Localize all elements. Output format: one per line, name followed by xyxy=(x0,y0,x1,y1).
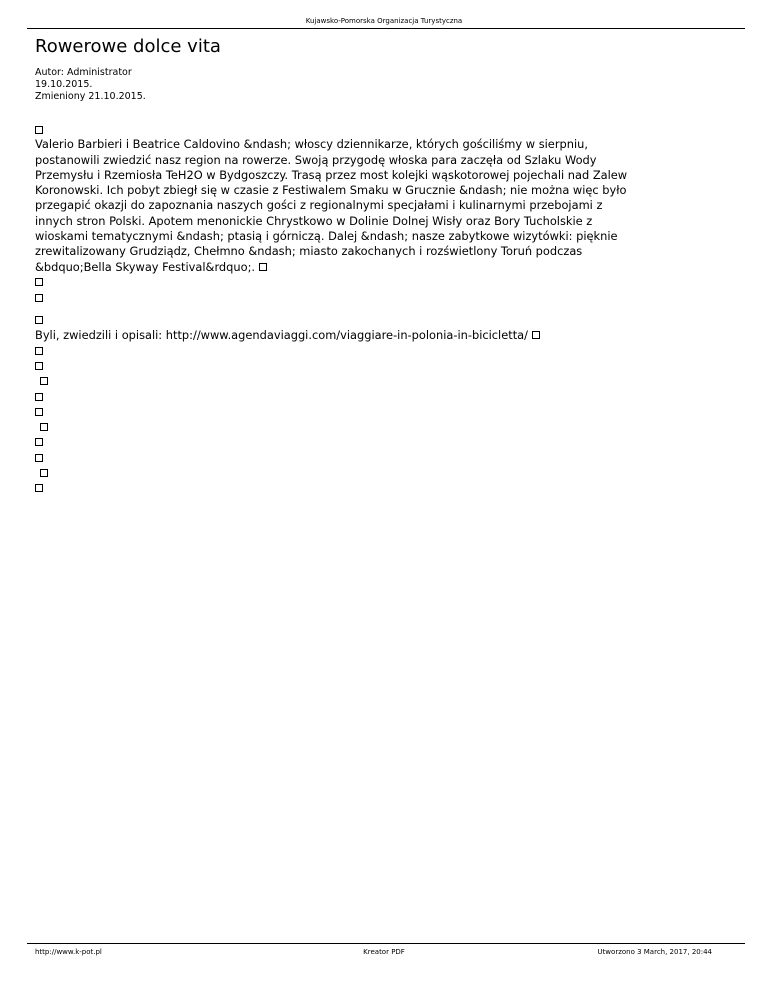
footer-divider xyxy=(27,943,745,944)
site-name: Kujawsko-Pomorska Organizacja Turystyczna xyxy=(305,17,463,25)
missing-glyph-box-icon xyxy=(35,278,43,286)
missing-glyph-box-icon xyxy=(35,408,43,416)
paragraph-line: wioskami tematycznymi &ndash; ptasią i górniczą. Dalej &ndash; nasze zabytkowe wizytówki: pięknie xyxy=(35,229,618,244)
paragraph-line: postanowili zwiedzić nasz region na rowerze. Swoją przygodę włoska para zaczęła od Szlaku Wody xyxy=(35,152,597,167)
missing-glyph-box-icon xyxy=(35,347,43,355)
header-divider xyxy=(27,28,745,29)
missing-glyph-box-icon xyxy=(532,331,540,339)
paragraph-line: Koronowski. Ich pobyt zbiegł się w czasie z Festiwalem Smaku w Grucznie &ndash; nie można więc było xyxy=(35,183,627,198)
article-title: Rowerowe dolce vita xyxy=(35,36,221,57)
missing-glyph-box-icon xyxy=(40,423,48,431)
author-line: Autor: Administrator xyxy=(35,67,132,78)
paragraph-line: innych stron Polski. Apotem menonickie Chrystkowo w Dolinie Dolnej Wisły oraz Bory Tucholskie z xyxy=(35,213,593,228)
footer-generator: Kreator PDF xyxy=(363,948,405,956)
footer-url: http://www.k-pot.pl xyxy=(35,948,102,956)
paragraph-line: &bdquo;Bella Skyway Festival&rdquo;. xyxy=(35,259,256,274)
missing-glyph-box-icon xyxy=(35,126,43,134)
missing-glyph-box-icon xyxy=(35,316,43,324)
source-link-line: Byli, zwiedzili i opisali: http://www.agendaviaggi.com/viaggiare-in-polonia-in-bicicletta/ xyxy=(35,327,528,342)
article-body xyxy=(35,122,725,496)
date-modified: Zmieniony 21.10.2015. xyxy=(35,91,146,102)
missing-glyph-box-icon xyxy=(259,263,267,271)
missing-glyph-box-icon xyxy=(40,377,48,385)
footer-created: Utworzono 3 March, 2017, 20:44 xyxy=(597,948,712,956)
date-created: 19.10.2015. xyxy=(35,79,93,90)
missing-glyph-box-icon xyxy=(35,393,43,401)
paragraph-line: zrewitalizowany Grudziądz, Chełmno &ndash; miasto zakochanych i rozświetlony Toruń podczas xyxy=(35,244,583,259)
missing-glyph-box-icon xyxy=(35,454,43,462)
missing-glyph-box-icon xyxy=(35,438,43,446)
missing-glyph-box-icon xyxy=(35,484,43,492)
missing-glyph-box-icon xyxy=(35,294,43,302)
paragraph-line: Valerio Barbieri i Beatrice Caldovino &ndash; włoscy dziennikarze, których gościliśmy w sierpniu, xyxy=(35,137,588,152)
article-meta xyxy=(35,67,146,103)
paragraph-line: Przemysłu i Rzemiosła TeH2O w Bydgoszczy. Trasą przez most kolejki wąskotorowej pojechali nad Zalew xyxy=(35,167,628,182)
missing-glyph-box-icon xyxy=(35,362,43,370)
paragraph-line: przegapić okazji do zapoznania naszych gości z regionalnymi specjałami i kulinarnymi przebojami z xyxy=(35,198,603,213)
missing-glyph-box-icon xyxy=(40,469,48,477)
